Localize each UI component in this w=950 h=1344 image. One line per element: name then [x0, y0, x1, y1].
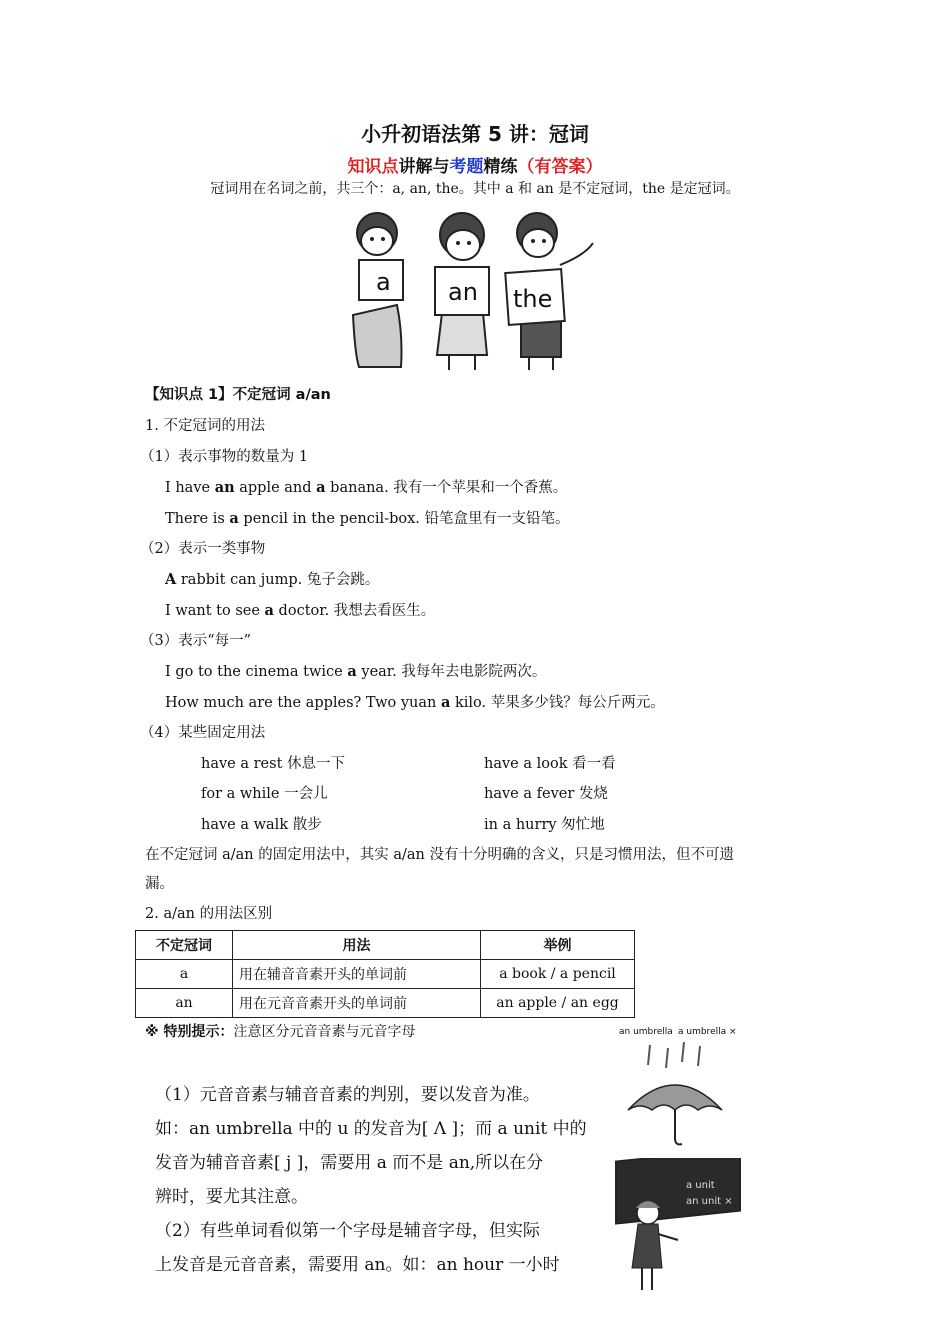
sub2-heading: （2）表示一类事物 [140, 541, 266, 557]
table-cell: 用在辅音音素开头的单词前 [233, 960, 481, 989]
table-cell: a book / a pencil [481, 960, 635, 989]
table-cell: an [136, 989, 233, 1018]
phrase: in a hurry 匆忙地 [484, 817, 605, 833]
item2-heading: 2. a/an 的用法区别 [145, 906, 273, 922]
sign-the-label: the [513, 285, 553, 313]
umbrella-label-wrong: a umbrella × [678, 1027, 737, 1037]
phrase: have a fever 发烧 [484, 786, 608, 802]
fixed-usage-note-cont: 漏。 [145, 876, 174, 892]
subtitle-part-1: 知识点 [347, 157, 399, 177]
page-subtitle [0, 152, 950, 177]
table-header: 用法 [233, 931, 481, 960]
subtitle-part-3: 考题 [449, 157, 484, 177]
table-header-row [136, 931, 635, 960]
section1-heading: 【知识点 1】不定冠词 a/an [145, 387, 331, 403]
phrase: have a look 看一看 [484, 756, 616, 772]
sub4-heading: （4）某些固定用法 [140, 725, 266, 741]
blackboard-teacher-illustration [612, 1158, 742, 1298]
board-label-wrong: an unit × [686, 1196, 733, 1207]
sign-a-label: a [376, 268, 391, 296]
fixed-usage-note: 在不定冠词 a/an 的固定用法中，其实 a/an 没有十分明确的含义，只是习惯用法，但不可遗 [145, 847, 734, 863]
board-label-correct: a unit [686, 1180, 715, 1191]
subtitle-part-4: 精练 [483, 157, 518, 177]
paragraph-line: 上发音是元音音素，需要用 an。如：an hour 一小时 [155, 1255, 560, 1275]
sub1-example-2: There is a pencil in the pencil-box. 铅笔盒里有一支铅笔。 [165, 510, 570, 527]
sign-an-label: an [448, 278, 478, 306]
sub2-example-1: A rabbit can jump. 兔子会跳。 [165, 571, 380, 588]
sub3-example-2: How much are the apples? Two yuan a kilo. 苹果多少钱？每公斤两元。 [165, 694, 665, 711]
article-usage-table [135, 930, 635, 1018]
table-cell: an apple / an egg [481, 989, 635, 1018]
umbrella-label-correct: an umbrella [619, 1027, 673, 1037]
umbrella-icon [620, 1040, 730, 1150]
table-cell: 用在元音音素开头的单词前 [233, 989, 481, 1018]
sub1-heading: （1）表示事物的数量为 1 [140, 449, 309, 465]
special-tip: ※ 特别提示：注意区分元音音素与元音字母 [145, 1024, 416, 1040]
phrase: for a while 一会儿 [201, 786, 328, 802]
subtitle-part-5: （有答案） [517, 157, 603, 177]
sub1-example-1: I have an apple and a banana. 我有一个苹果和一个香蕉。 [165, 479, 568, 496]
paragraph-line: 发音为辅音音素[ j ]，需要用 a 而不是 an,所以在分 [155, 1153, 544, 1173]
table-cell: a [136, 960, 233, 989]
table-row [136, 989, 635, 1018]
paragraph-line: 如：an umbrella 中的 u 的发音为[ Λ ]；而 a unit 中的 [155, 1119, 587, 1139]
subtitle-part-2: 讲解与 [398, 157, 450, 177]
page-title: 小升初语法第 5 讲：冠词 [361, 122, 589, 146]
sub3-example-1: I go to the cinema twice a year. 我每年去电影院两次。 [165, 663, 547, 680]
phrase: have a walk 散步 [201, 817, 322, 833]
item1-heading: 1. 不定冠词的用法 [145, 418, 265, 434]
table-header: 举例 [481, 931, 635, 960]
table-header: 不定冠词 [136, 931, 233, 960]
paragraph-line: （1）元音音素与辅音音素的判别，要以发音为准。 [155, 1085, 540, 1105]
sub2-example-2: I want to see a doctor. 我想去看医生。 [165, 602, 436, 619]
sub3-heading: （3）表示“每一” [140, 633, 252, 649]
paragraph-line: （2）有些单词看似第一个字母是辅音字母，但实际 [155, 1221, 540, 1241]
intro-text: 冠词用在名词之前，共三个：a, an, the。其中 a 和 an 是不定冠词，the 是定冠词。 [210, 181, 740, 197]
phrase: have a rest 休息一下 [201, 756, 346, 772]
table-row [136, 960, 635, 989]
paragraph-line: 辨时，要尤其注意。 [155, 1187, 308, 1207]
